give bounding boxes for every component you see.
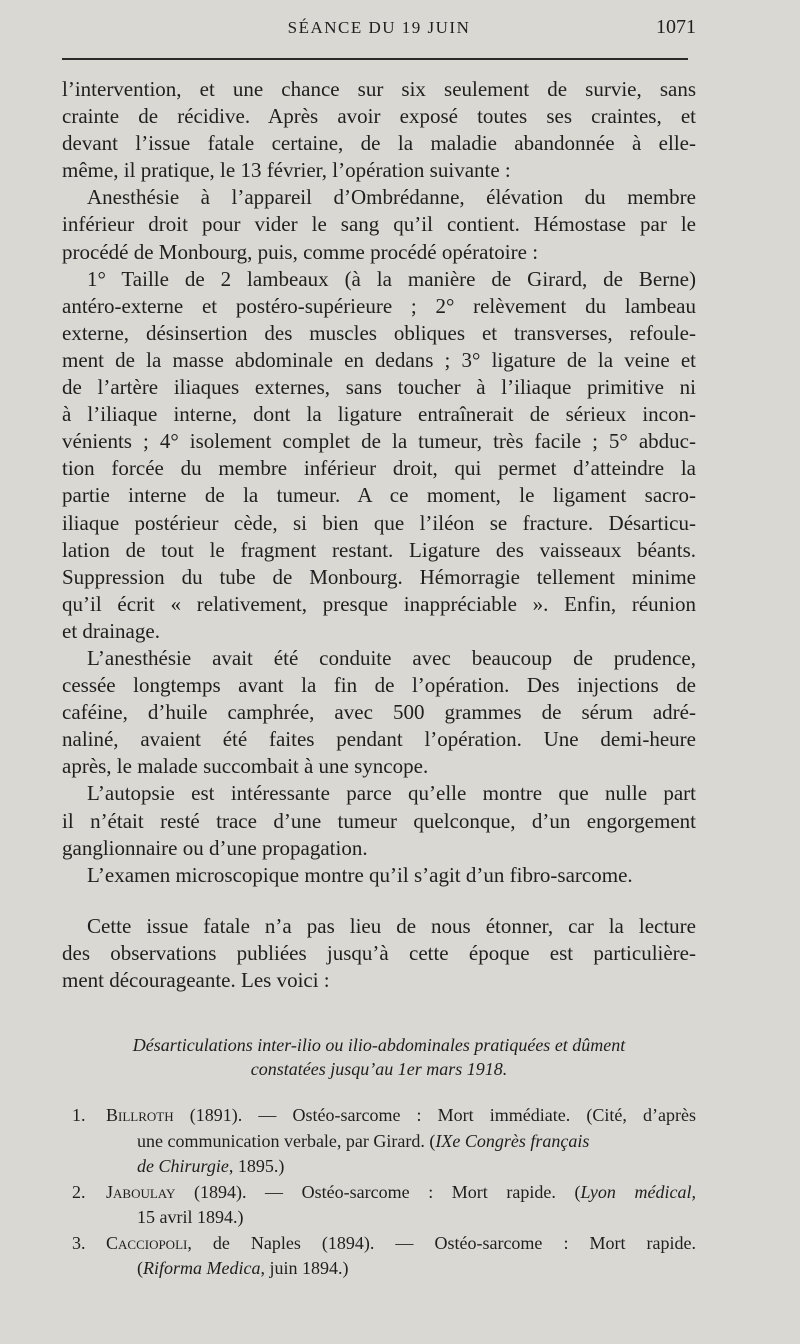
- reference-list: [62, 1103, 696, 1282]
- reference-text: (: [137, 1258, 143, 1278]
- reference-text: 15 avril 1894.): [137, 1207, 244, 1227]
- text-line: antéro-externe et postéro-supérieure ; 2° relèvement du lambeau: [62, 293, 696, 318]
- text-line: même, il pratique, le 13 février, l’opération suivante :: [62, 158, 511, 183]
- header-rule: [62, 58, 688, 60]
- text-line: et drainage.: [62, 618, 160, 643]
- text-line: de l’artère iliaques externes, sans toucher à l’iliaque primitive ni: [62, 375, 696, 400]
- text-line: iliaque postérieur cède, si bien que l’iléon se fracture. Désarticu-: [62, 510, 696, 535]
- reference-text: , juin 1894.): [260, 1258, 349, 1278]
- text-line: caféine, d’huile camphrée, avec 500 grammes de sérum adré-: [62, 700, 696, 725]
- reference-author: Jaboulay: [106, 1181, 176, 1202]
- running-title: SÉANCE DU 19 JUIN: [287, 18, 471, 37]
- text-line: lation de tout le fragment restant. Ligature des vaisseaux béants.: [62, 537, 696, 562]
- reference-source: Riforma Medica: [143, 1258, 261, 1278]
- text-line: Suppression du tube de Monbourg. Hémorragie tellement minime: [62, 564, 696, 589]
- reference-text: , de Naples (1894). — Ostéo-sarcome : Mort rapide.: [187, 1232, 696, 1253]
- text-line: ment décourageante. Les voici :: [62, 968, 330, 992]
- text-line: vénients ; 4° isolement complet de la tumeur, très facile ; 5° abduc-: [62, 429, 696, 454]
- reference-number: 1.: [72, 1105, 86, 1125]
- reference-item: [62, 1180, 696, 1231]
- text-line: après, le malade succombait à une syncope.: [62, 754, 429, 779]
- reference-source: IXe Congrès français: [435, 1130, 590, 1151]
- text-line: qu’il écrit « relativement, presque inappréciable ». Enfin, réunion: [62, 591, 696, 616]
- text-line: inférieur droit pour vider le sang qu’il contient. Hémostase par le: [62, 212, 696, 237]
- reference-text: une communication verbale, par Girard. (: [137, 1130, 436, 1151]
- list-title: [62, 1033, 696, 1081]
- text-line: l’intervention, et une chance sur six seulement de survie, sans: [62, 77, 696, 101]
- reference-text: (1894). — Ostéo-sarcome : Mort rapide. (: [175, 1181, 581, 1202]
- text-line: externe, désinsertion des muscles obliques et transverses, refoule-: [62, 320, 696, 345]
- text-line: cessée longtemps avant la fin de l’opération. Des injections de: [62, 673, 696, 698]
- text-line: L’autopsie est intéressante parce qu’elle montre que nulle part: [87, 781, 696, 806]
- reference-text: (1891). — Ostéo-sarcome : Mort immédiate. (Cité, d’après: [173, 1105, 696, 1125]
- reference-author: Cacciopoli: [106, 1232, 188, 1253]
- page-header: [62, 14, 696, 48]
- text-line: 1° Taille de 2 lambeaux (à la manière de Girard, de Berne): [87, 266, 696, 291]
- text-line: L’examen microscopique montre qu’il s’agit d’un fibro-sarcome.: [87, 862, 633, 887]
- reference-item: [62, 1231, 696, 1282]
- text-line: Anesthésie à l’appareil d’Ombrédanne, élévation du membre: [87, 185, 696, 210]
- text-line: Cette issue fatale n’a pas lieu de nous étonner, car la lecture: [87, 913, 696, 938]
- text-line: ganglionnaire ou d’une propagation.: [62, 835, 368, 860]
- text-line: des observations publiées jusqu’à cette époque est particulière-: [62, 940, 696, 965]
- reference-source: de Chirurgie: [137, 1156, 229, 1176]
- text-line: L’anesthésie avait été conduite avec beaucoup de prudence,: [87, 645, 696, 670]
- text-line: à l’iliaque interne, dont la ligature entraînerait de sérieux incon-: [62, 402, 696, 427]
- text-line: il n’était resté trace d’une tumeur quelconque, d’un engorgement: [62, 808, 696, 833]
- text-line: procédé de Monbourg, puis, comme procédé opératoire :: [62, 239, 539, 264]
- reference-author: Billroth: [106, 1105, 174, 1125]
- page-number: 1071: [656, 16, 696, 38]
- text-line: ment de la masse abdominale en dedans ; 3° ligature de la veine et: [62, 347, 696, 372]
- body-text: [62, 76, 696, 994]
- text-line: tion forcée du membre inférieur droit, qui permet d’atteindre la: [62, 456, 696, 481]
- reference-item: [62, 1103, 696, 1180]
- list-title-line: constatées jusqu’au 1er mars 1918.: [250, 1059, 508, 1079]
- list-title-line: Désarticulations inter-ilio ou ilio-abdominales pratiquées et dûment: [132, 1035, 626, 1055]
- reference-number: 2.: [72, 1181, 86, 1202]
- text-line: naliné, avaient été faites pendant l’opération. Une demi-heure: [62, 727, 696, 752]
- reference-source: Lyon médical,: [580, 1181, 696, 1202]
- text-line: devant l’issue fatale certaine, de la maladie abandonnée à elle-: [62, 131, 696, 156]
- text-line: partie interne de la tumeur. A ce moment, le ligament sacro-: [62, 483, 696, 508]
- reference-number: 3.: [72, 1232, 86, 1253]
- paragraph-gap: [62, 889, 696, 913]
- reference-text: , 1895.): [228, 1156, 285, 1176]
- text-line: crainte de récidive. Après avoir exposé toutes ses craintes, et: [62, 104, 696, 129]
